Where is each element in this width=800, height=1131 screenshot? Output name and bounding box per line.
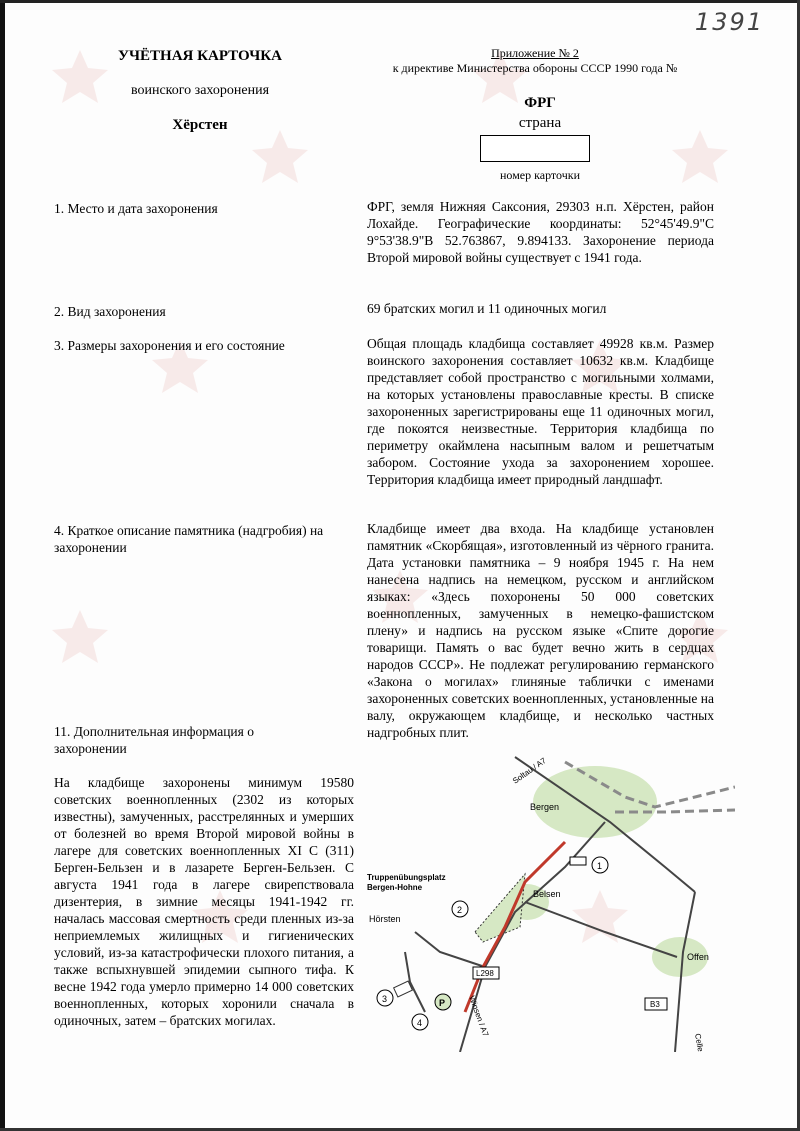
map-marker-label-2: 2 (457, 905, 463, 915)
map-label-winsen: Winsen / A7 (467, 994, 491, 1038)
section-4-label: 4. Краткое описание памятника (надгробия) на захоронении (54, 523, 324, 555)
section-1-value: ФРГ, земля Нижняя Саксония, 29303 н.п. Хёрстен, район Лохайде. Географические координаты: 52°45'49.9"С 9°53'38.9"В 52.763867, 9.894133. Захоронение периода Второй мировой войны существует с 1941 года. (367, 199, 714, 265)
map-label-soltau: Soltau / A7 (510, 756, 548, 786)
map-marker-label-4: 4 (417, 1018, 423, 1028)
section-2-value: 69 братских могил и 11 одиночных могил (367, 301, 607, 316)
document-header (100, 48, 300, 134)
section-11-value: На кладбище захоронены минимум 19580 советских военнопленных (2302 из которых известны), замученных, расстрелянных и умерших от болезней во время Второй мировой войны в лагере для советских военнопленных XI С (311) Берген-Бельзен и в лазарете Берген-Бельзен. С августа 1941 года в лагере свирепствовала дизентерия, в зимние месяцы 1941-1942 гг. началась массовая смертность среди пленных из-за неприемлемых жилищных и гигиенических условий, из-за катастрофически плохого питания, а также вспыхнувшей эпидемии сыпного тифа. К весне 1942 года умерло примерно 14 000 советских военнопленных, которых хоронили сначала в одиночных, затем – братских могилах. (54, 775, 354, 1028)
section-1-label: 1. Место и дата захоронения (54, 201, 218, 216)
parking-label: P (439, 998, 446, 1008)
map-label-training-1: Truppenübungsplatz (367, 873, 446, 882)
country-block (440, 95, 640, 132)
card-number-field[interactable] (480, 135, 590, 162)
document-title: УЧЁТНАЯ КАРТОЧКА (118, 48, 282, 64)
map-label-belsen: Belsen (533, 889, 561, 899)
section-11-label: 11. Дополнительная информация о захоронении (54, 724, 254, 756)
section-4-value: Кладбище имеет два входа. На кладбище установлен памятник «Скорбящая», изготовленный из чёрного гранита. Дата установки памятника – 9 ноября 1945 г. На нем нанесена надпись на немецком, русском и английском языках: «Здесь похоронены 50 000 советских военнопленных, замученных в немецко-фашистском плену» и надпись на русском языке «Спите дорогие товарищи. Память о вас будет вечно жить в сердцах народов СССР». Не подлежат регулированию германского «Закона о могилах» глиняные таблички с именами захороненных советских военнопленных, установленные на валу, окружающем кладбище, и несколько частных надгробных плит. (367, 521, 714, 740)
burial-place-name: Хёрстен (172, 117, 228, 133)
map-label-b3: B3 (650, 1000, 660, 1009)
scan-border (0, 0, 800, 3)
map-label-offen: Offen (687, 952, 709, 962)
country-label: страна (518, 115, 562, 131)
map-label-bergen: Bergen (530, 802, 560, 812)
document-subtitle: воинского захоронения (130, 83, 270, 98)
card-number-label: номер карточки (500, 168, 580, 182)
map-label-l298: L298 (476, 969, 494, 978)
map-label-celle: Celle (693, 1032, 706, 1052)
bus-icon (570, 857, 586, 865)
appendix-number: Приложение № 2 (491, 46, 579, 60)
map-marker-label-1: 1 (597, 861, 603, 871)
road-bergen-offen (525, 902, 677, 957)
appendix-header (370, 46, 700, 76)
section-3-value: Общая площадь кладбища составляет 49928 кв.м. Размер воинского захоронения составляет 10632 кв.м. Кладбище представляет собой пространство с могильными холмами, на которых установлены православные кресты. В списке захороненных зарегистрированы еще 11 одиночных могил, где покоятся неизвестные. Территория кладбища по периметру окаймлена насыпным валом и решетчатым забором. Состояние ухода за захоронением хорошее. Территория кладбища имеет природный ландшафт. (367, 336, 714, 487)
section-2-label: 2. Вид захоронения (54, 304, 166, 319)
handwritten-page-number: 1391 (694, 8, 764, 36)
section-3-label: 3. Размеры захоронения и его состояние (54, 338, 285, 353)
map-marker-label-3: 3 (382, 994, 388, 1004)
training-area (475, 874, 525, 942)
scan-border (0, 0, 5, 1131)
map-label-horsten: Hörsten (369, 914, 401, 924)
location-map (365, 752, 735, 1052)
directive-reference: к директиве Министерства обороны СССР 1990 года № (392, 61, 678, 75)
road-horsten (415, 932, 485, 967)
map-label-training-2: Bergen-Hohne (367, 883, 423, 892)
country-name: ФРГ (524, 95, 556, 111)
cemetery-plot (394, 981, 413, 997)
